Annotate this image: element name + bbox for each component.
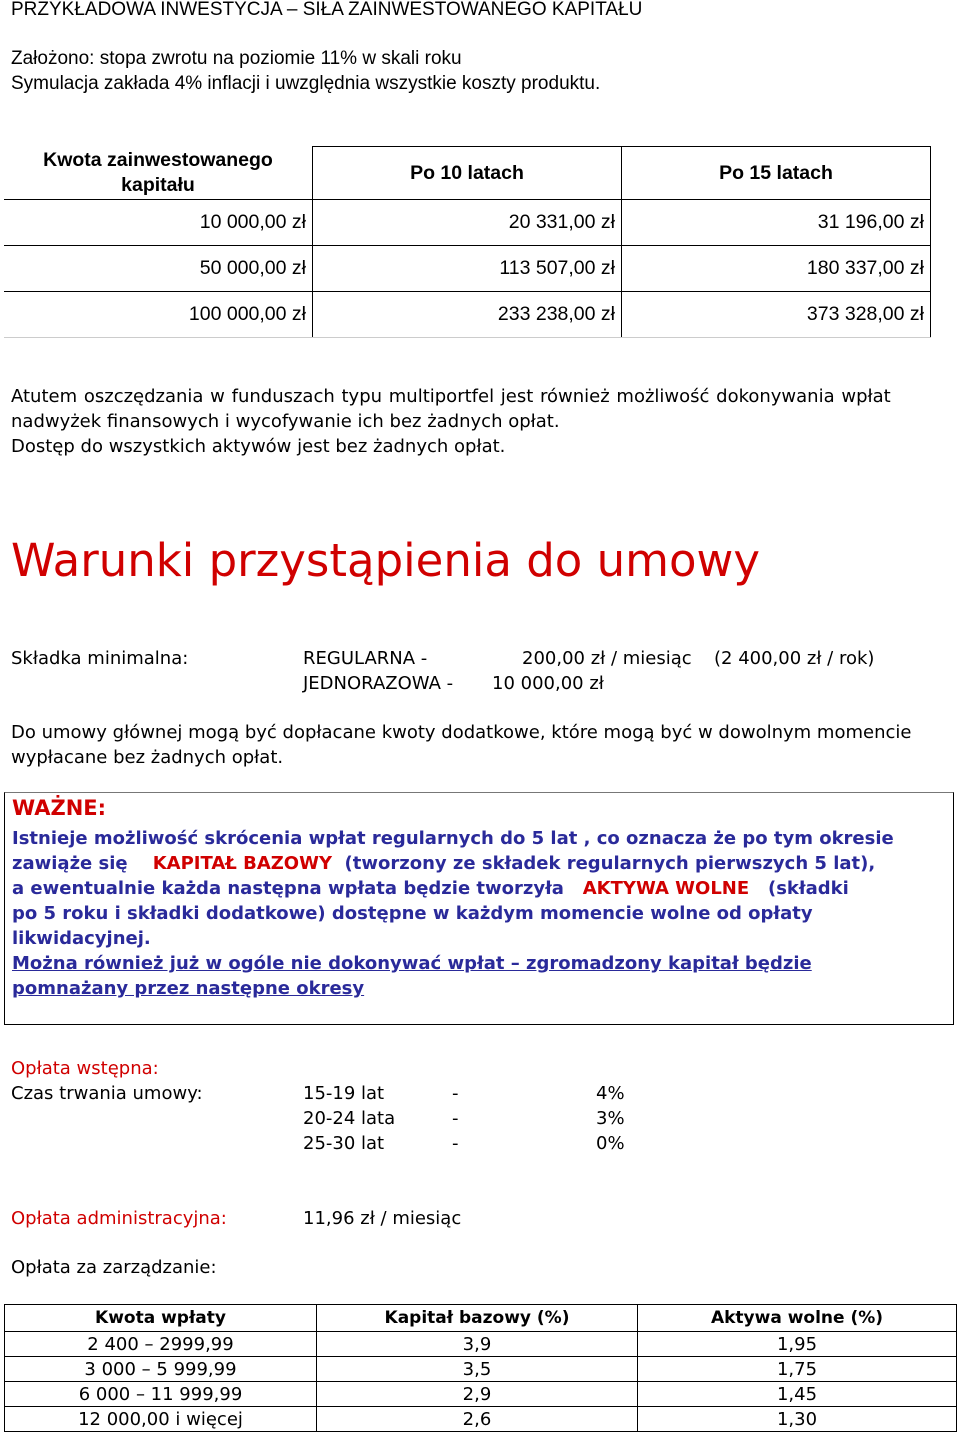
- important-text: a ewentualnie każda następna wpłata będzie tworzyła: [12, 878, 564, 899]
- table-row: [5, 1357, 957, 1382]
- single-label: JEDNORAZOWA -: [303, 673, 454, 694]
- page-title: PRZYKŁADOWA INWESTYCJA – SIŁA ZAINWESTOWANEGO KAPITAŁU: [11, 0, 643, 20]
- table-cell: 233 238,00 zł: [313, 292, 622, 338]
- table-row: [4, 200, 931, 246]
- important-box: [4, 792, 954, 1025]
- table-cell: 1,30: [638, 1407, 957, 1432]
- duration-period: 25-30 lat: [303, 1133, 385, 1154]
- table-cell: 1,75: [638, 1357, 957, 1382]
- column-header: Aktywa wolne (%): [638, 1305, 957, 1332]
- important-label: WAŻNE:: [12, 796, 107, 820]
- admin-fee-label: Opłata administracyjna:: [11, 1208, 227, 1229]
- table-cell: 180 337,00 zł: [622, 246, 931, 292]
- single-value: 10 000,00 zł: [492, 673, 604, 694]
- extra-payments-line: Do umowy głównej mogą być dopłacane kwoty dodatkowe, które mogą być w dowolnym momencie: [11, 722, 912, 743]
- important-text: (tworzony ze składek regularnych pierwszych 5 lat),: [344, 853, 876, 874]
- duration-dash: -: [452, 1083, 459, 1104]
- duration-percent: 4%: [596, 1083, 625, 1104]
- table-row: [5, 1382, 957, 1407]
- free-assets-highlight: AKTYWA WOLNE: [582, 878, 750, 899]
- table-cell: 3,5: [317, 1357, 638, 1382]
- important-line: likwidacyjnej.: [12, 928, 151, 949]
- table-cell: 10 000,00 zł: [4, 200, 313, 246]
- duration-period: 15-19 lat: [303, 1083, 385, 1104]
- duration-percent: 0%: [596, 1133, 625, 1154]
- admin-fee-value: 11,96 zł / miesiąc: [303, 1208, 462, 1229]
- duration-period: 20-24 lata: [303, 1108, 396, 1129]
- table-header-row: [5, 1305, 957, 1332]
- table-cell: 6 000 – 11 999,99: [5, 1382, 317, 1407]
- base-capital-highlight: KAPITAŁ BAZOWY: [152, 853, 332, 874]
- table-cell: 1,95: [638, 1332, 957, 1357]
- info-text-line: nadwyżek finansowych i wycofywanie ich bez żadnych opłat.: [11, 411, 560, 432]
- regular-year-value: (2 400,00 zł / rok): [714, 648, 875, 669]
- table-cell: 3,9: [317, 1332, 638, 1357]
- duration-dash: -: [452, 1108, 459, 1129]
- info-text-line: Atutem oszczędzania w funduszach typu multiportfel jest również możliwość dokonywania wpłat: [11, 386, 891, 407]
- initial-fee-label: Opłata wstępna:: [11, 1058, 159, 1079]
- table-cell: 31 196,00 zł: [622, 200, 931, 246]
- column-header: Kwota wpłaty: [5, 1305, 317, 1332]
- info-text-line: Dostęp do wszystkich aktywów jest bez żadnych opłat.: [11, 436, 506, 457]
- extra-payments-line: wypłacane bez żadnych opłat.: [11, 747, 284, 768]
- assumption-inflation: Symulacja zakłada 4% inflacji i uwzględnia wszystkie koszty produktu.: [11, 73, 601, 94]
- table-cell: 2 400 – 2999,99: [5, 1332, 317, 1357]
- column-header: Po 10 latach: [313, 147, 622, 200]
- table-cell: 20 331,00 zł: [313, 200, 622, 246]
- table-cell: 50 000,00 zł: [4, 246, 313, 292]
- management-fee-table: [4, 1304, 957, 1432]
- duration-percent: 3%: [596, 1108, 625, 1129]
- column-header: Kapitał bazowy (%): [317, 1305, 638, 1332]
- table-cell: 2,6: [317, 1407, 638, 1432]
- table-row: [5, 1407, 957, 1432]
- regular-label: REGULARNA -: [303, 648, 428, 669]
- important-line: [12, 853, 875, 874]
- important-line: Istnieje możliwość skrócenia wpłat regularnych do 5 lat , co oznacza że po tym okresie: [12, 828, 894, 849]
- table-cell: 113 507,00 zł: [313, 246, 622, 292]
- table-header-row: [4, 147, 931, 200]
- important-text: (składki: [767, 878, 849, 899]
- important-text: zawiąże się: [12, 853, 128, 874]
- column-header: Po 15 latach: [622, 147, 931, 200]
- table-cell: 2,9: [317, 1382, 638, 1407]
- table-row: [4, 246, 931, 292]
- column-header: Kwota zainwestowanego kapitału: [4, 147, 313, 200]
- important-line-underlined: Można również już w ogóle nie dokonywać wpłat – zgromadzony kapitał będzie: [12, 953, 812, 974]
- table-cell: 100 000,00 zł: [4, 292, 313, 338]
- important-line: [12, 878, 849, 899]
- management-fee-label: Opłata za zarządzanie:: [11, 1257, 217, 1278]
- table-cell: 1,45: [638, 1382, 957, 1407]
- duration-label: Czas trwania umowy:: [11, 1083, 203, 1104]
- important-line: po 5 roku i składki dodatkowe) dostępne w każdym momencie wolne od opłaty: [12, 903, 813, 924]
- min-contribution-label: Składka minimalna:: [11, 648, 189, 669]
- assumption-rate: Założono: stopa zwrotu na poziomie 11% w skali roku: [11, 48, 462, 69]
- section-heading: Warunki przystąpienia do umowy: [11, 534, 760, 587]
- table-cell: 373 328,00 zł: [622, 292, 931, 338]
- investment-table: [4, 146, 931, 338]
- table-row: [5, 1332, 957, 1357]
- duration-dash: -: [452, 1133, 459, 1154]
- regular-value: 200,00 zł / miesiąc: [522, 648, 692, 669]
- table-cell: 3 000 – 5 999,99: [5, 1357, 317, 1382]
- table-cell: 12 000,00 i więcej: [5, 1407, 317, 1432]
- table-row: [4, 292, 931, 338]
- important-line-underlined: pomnażany przez następne okresy: [12, 978, 365, 999]
